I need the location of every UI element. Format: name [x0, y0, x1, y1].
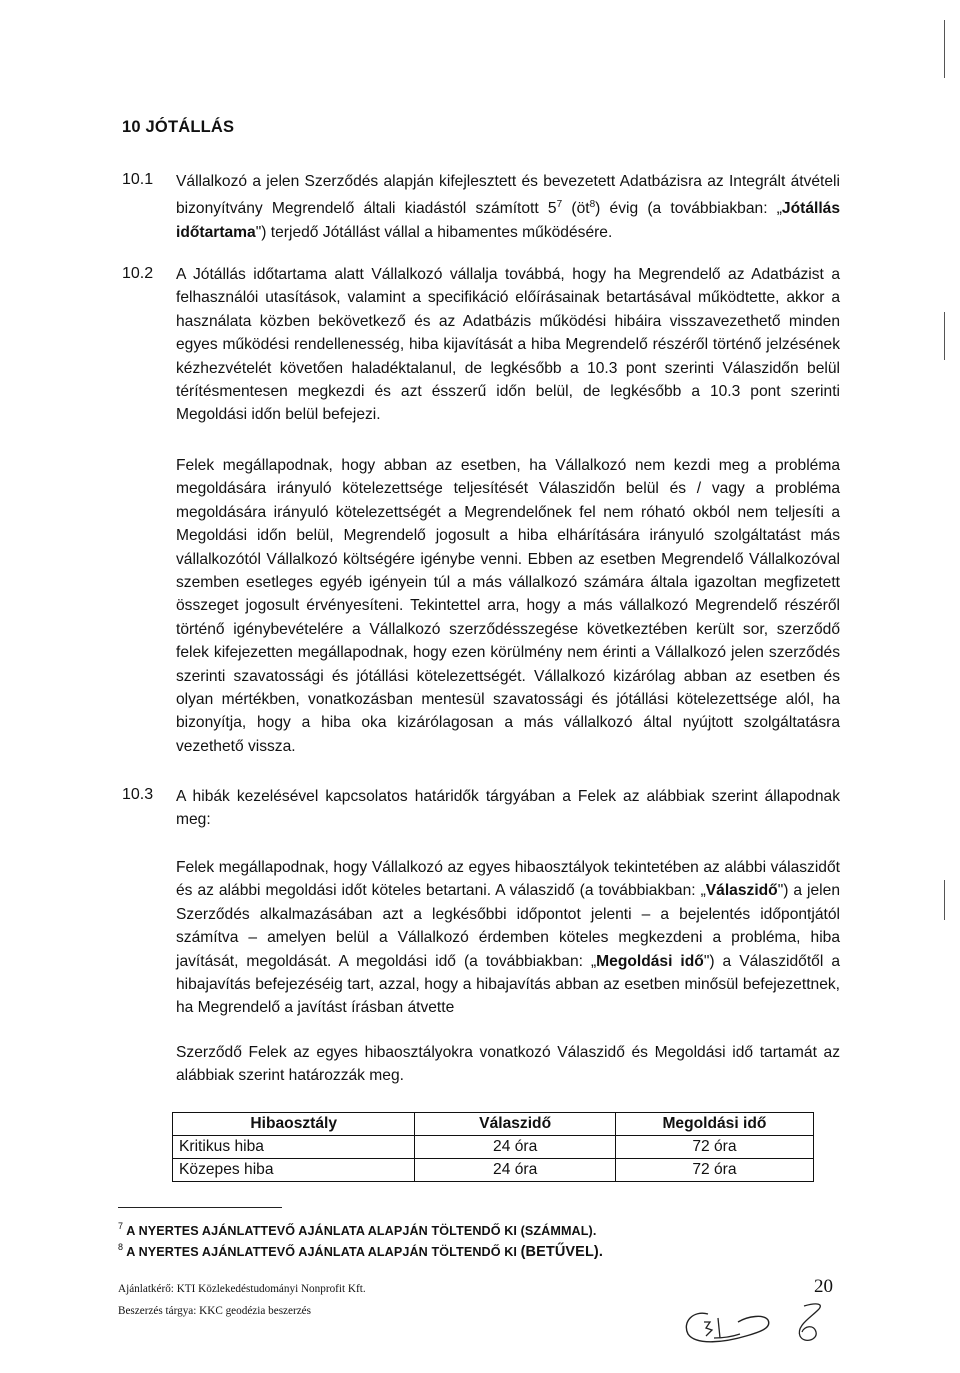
footnote-ref: 8 — [589, 199, 596, 211]
section-10-3-paragraph: Szerződő Felek az egyes hibaosztályokra vonatkozó Válaszidő és Megoldási idő tartamát az alábbiak szerint határozzák meg. — [176, 1044, 840, 1085]
text: (öt — [562, 200, 590, 218]
table-cell: 24 óra — [415, 1159, 615, 1182]
text: Vállalkozó a jelen Szerződés alapján kifejlesztett és bevezetett Adatbázisra az Integrált átvételi bizonyítvány Megrendelő általi kiadástól számított 5 — [176, 173, 840, 218]
defined-term: Válaszidő — [705, 882, 778, 900]
section-number: 10.1 — [122, 171, 154, 188]
table-row — [173, 1136, 814, 1159]
text: ") a Válaszidőtől a hibajavítás befejezéséig tart, azzal, hogy a hibajavítás abban az esetben minősül befejezettnek, ha Megrendelő a javítást írásban átvette — [176, 952, 840, 1017]
defined-term: Jótállás időtartama — [176, 200, 840, 241]
footnote-mark: 7 — [118, 1221, 124, 1231]
table-cell: 72 óra — [615, 1159, 813, 1182]
table-cell: Közepes hiba — [173, 1159, 415, 1182]
page-number: 20 — [814, 1276, 833, 1297]
footer-line: Beszerzés tárgya: KKC geodézia beszerzés — [118, 1305, 311, 1317]
footnote-mark: 8 — [118, 1242, 124, 1252]
footnote-text: (BETŰVEL). — [520, 1244, 603, 1261]
section-number: 10.2 — [122, 265, 154, 282]
section-10-3-intro: A hibák kezelésével kapcsolatos határidők tárgyában a Felek az alábbiak szerint állapodnak meg: — [176, 788, 840, 829]
scan-edge-mark — [944, 312, 945, 360]
text: ) évig (a továbbiakban: „ — [595, 200, 782, 218]
footer-line: Ajánlatkérő: KTI Közlekedéstudományi Nonprofit Kft. — [118, 1283, 366, 1295]
error-class-table — [172, 1112, 814, 1182]
table-cell: 24 óra — [415, 1136, 615, 1159]
table-row — [173, 1159, 814, 1182]
section-heading: 10 JÓTÁLLÁS — [122, 118, 235, 136]
table-cell: Kritikus hiba — [173, 1136, 415, 1159]
footnote-separator — [118, 1207, 282, 1208]
section-10-2-paragraph: Felek megállapodnak, hogy abban az esetben, ha Vállalkozó nem kezdi meg a probléma megoldására irányuló kötelezettsége teljesítését Válaszidőn belül és / vagy a probléma megoldására irányuló kötelezettségét a Megrendelőnek fel nem róható okból nem teljesíti a Megoldási időn belül, Megrendelő jogosult a hiba elhárítására irányuló szolgáltatást más vállalkozótól Vállalkozó költségére igénybe venni. Ebben az esetben Megrendelő Vállalkozóval szemben esetleges egyéb igényein túl a más vállalkozó számára általa igazoltan megfizetett összeget jogosult érvényesíteni. Tekintettel arra, hogy a más vállalkozó Megrendelő részéről történő igénybevételére a Vállalkozó szerződésszegése következtében került sor, szerződő felek kifejezetten megállapodnak, hogy ezen körülmény nem érinti a Vállalkozó jelen szerződés szerinti szavatossági és jótállási kötelezettségét. Vállalkozó kizárólag abban az esetben és olyan mértékben, vonatkozásban mentesül szavatossági és jótállási kötelezettsége alól, ha bizonyítja, hogy a hiba oka kizárólagosan a más vállalkozó által nyújtott szolgáltatásra vezethető vissza. — [176, 457, 840, 755]
column-header: Válaszidő — [415, 1113, 615, 1136]
footnote — [118, 1243, 603, 1260]
column-header: Hibaosztály — [173, 1113, 415, 1136]
section-10-1-text — [176, 170, 840, 244]
table-header-row — [173, 1113, 814, 1136]
text: ") terjedő Jótállást vállal a hibamentes működésére. — [255, 224, 613, 241]
scan-edge-mark — [944, 20, 945, 78]
section-10-3-paragraph — [176, 856, 840, 1020]
handwritten-initials-icon — [668, 1292, 838, 1352]
footnote-text: A NYERTES AJÁNLATTEVŐ AJÁNLATA ALAPJÁN TÖLTENDŐ KI (SZÁMMAL). — [126, 1224, 597, 1239]
footnote-ref: 7 — [556, 199, 563, 211]
footnote-text: A NYERTES AJÁNLATTEVŐ AJÁNLATA ALAPJÁN TÖLTENDŐ KI — [126, 1245, 517, 1260]
section-10-2-paragraph: A Jótállás időtartama alatt Vállalkozó vállalja továbbá, hogy ha Megrendelő az Adatbázist a felhasználói utasítások, valamint a specifikáció előírásainak betartásával működtette, akkor a használata közben bekövetkező és az Adatbázis működési hibáira visszavezethető minden egyes működési rendellenesség, hiba kijavítását a hiba Megrendelő részéről történő jelzésének kézhezvételét követően haladéktalanul, de legkésőbb a 10.3 pont szerinti Válaszidőn belül térítésmentesen megkezdi és azt ésszerű időn belül, de legkésőbb a 10.3 pont szerinti Megoldási időn belül befejezi. — [176, 266, 840, 424]
footnote — [118, 1222, 596, 1238]
column-header: Megoldási idő — [615, 1113, 813, 1136]
table-cell: 72 óra — [615, 1136, 813, 1159]
section-number: 10.3 — [122, 786, 154, 803]
text: ") a jelen Szerződés alkalmazásában azt a legkésőbbi időpontot jelenti – a bejelentés időpontjától számítva – amelyen belül a Vállalkozó érdemben köteles megkezdeni a probléma, hiba javítását, megoldását. A megoldási idő (a továbbiakban: „ — [176, 882, 840, 970]
text: Felek megállapodnak, hogy Vállalkozó az egyes hibaosztályok tekintetében az alábbi válaszidőt és az alábbi megoldási időt köteles betartani. A válaszidő (a továbbiakban: „ — [176, 859, 840, 900]
scan-edge-mark — [944, 880, 945, 920]
defined-term: Megoldási idő — [596, 952, 704, 970]
